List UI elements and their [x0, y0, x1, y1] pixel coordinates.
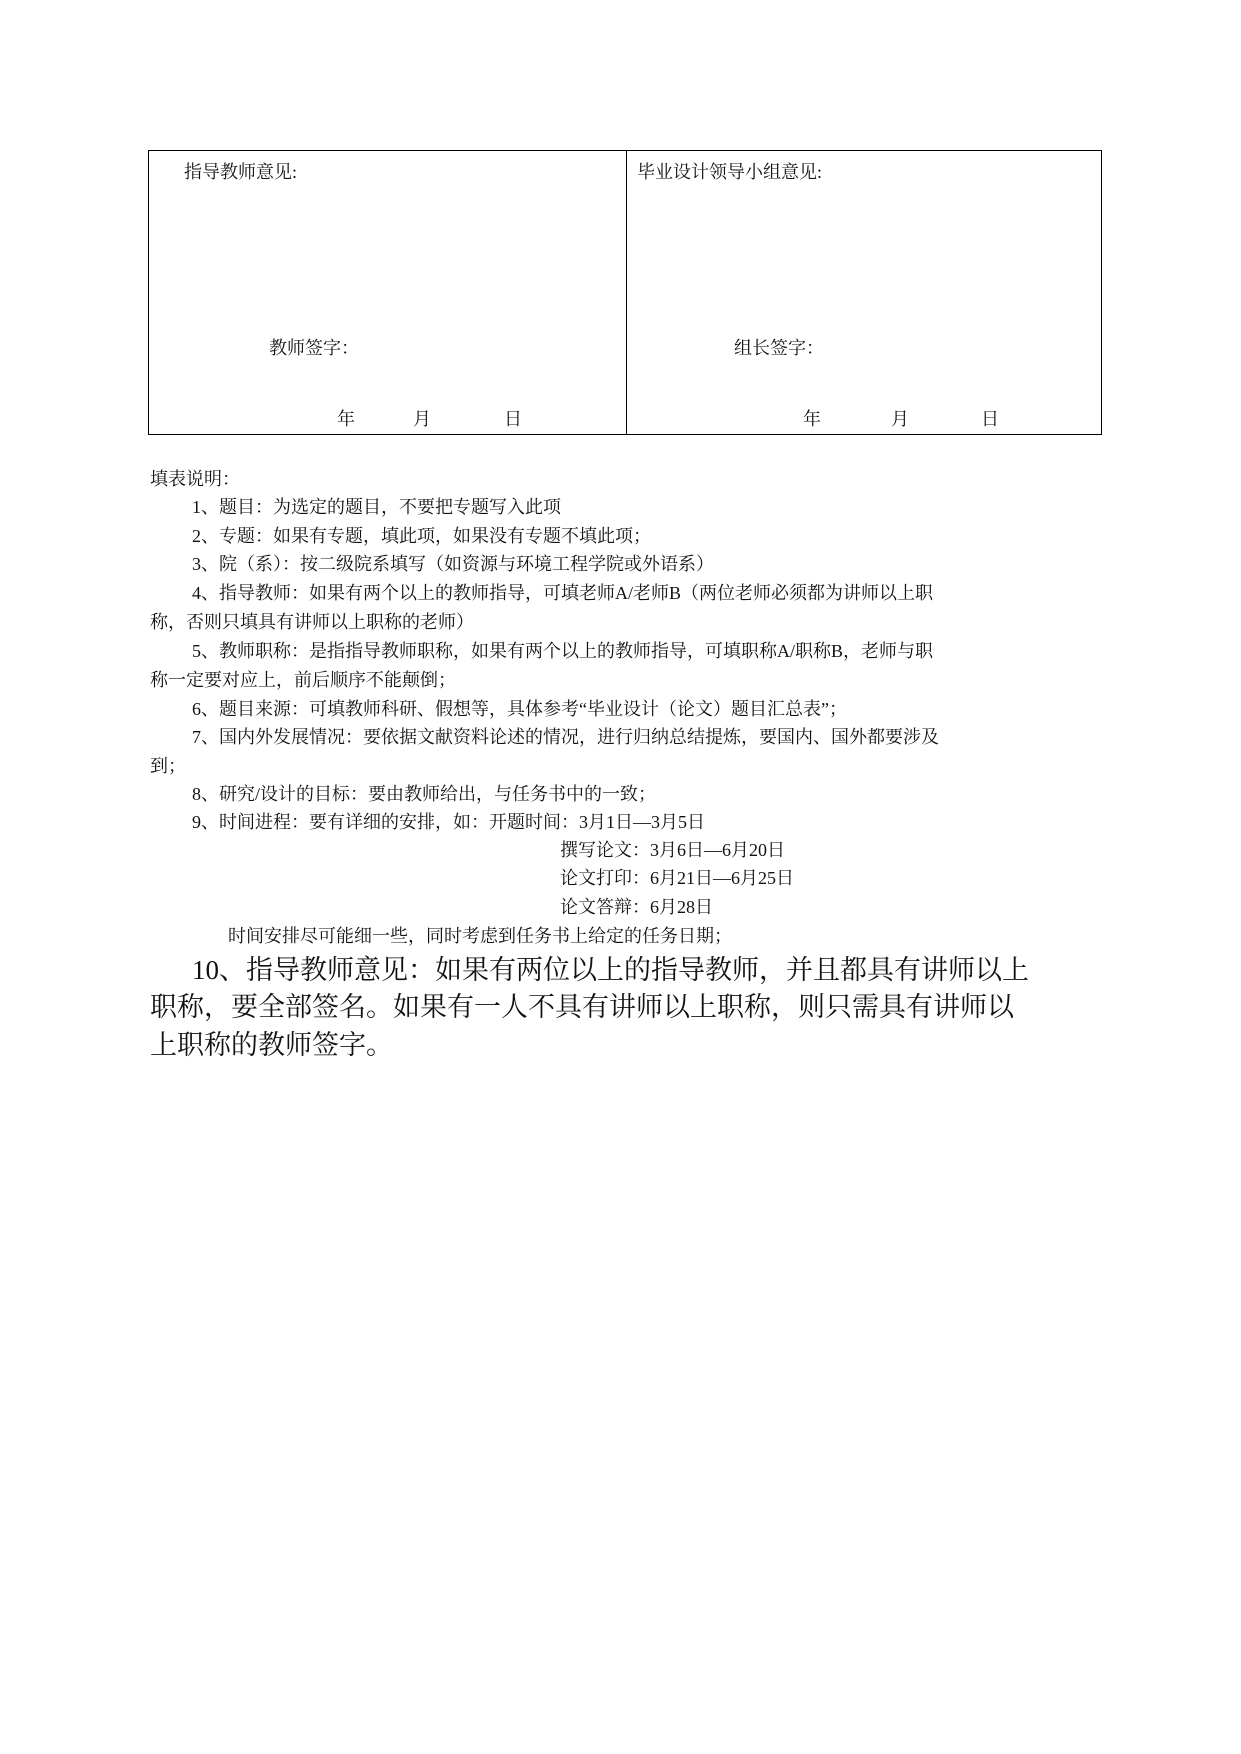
- table-divider: [626, 151, 627, 434]
- advisor-signature-label: 教师签字：: [269, 338, 359, 358]
- advisor-date-day: 日: [504, 409, 522, 429]
- group-leader-signature-label: 组长签字：: [734, 338, 824, 358]
- item10-line: 10、指导教师意见：如果有两位以上的指导教师，并且都具有讲师以上: [192, 955, 1029, 985]
- item10-line: 上职称的教师签字。: [150, 1030, 393, 1060]
- opinion-table: [148, 150, 1102, 435]
- advisor-date-month: 月: [413, 409, 431, 429]
- note-line: 5、教师职称：是指指导教师职称，如果有两个以上的教师指导，可填职称A/职称B，老师与职: [192, 641, 934, 661]
- advisor-date-year: 年: [337, 409, 355, 429]
- notes-title: 填表说明：: [150, 469, 240, 489]
- group-opinion-heading: 毕业设计领导小组意见:: [637, 162, 822, 182]
- note-line: 称一定要对应上，前后顺序不能颠倒；: [150, 670, 456, 690]
- note-line: 4、指导教师：如果有两个以上的教师指导，可填老师A/老师B（两位老师必须都为讲师以上职: [192, 583, 934, 603]
- group-date-year: 年: [803, 409, 821, 429]
- note-line: 到；: [150, 756, 186, 776]
- note-line: 7、国内外发展情况：要依据文献资料论述的情况，进行归纳总结提炼，要国内、国外都要涉及: [192, 727, 939, 747]
- group-date-day: 日: [981, 409, 999, 429]
- note-line: 3、院（系）：按二级院系填写（如资源与环境工程学院或外语系）: [192, 554, 714, 574]
- advisor-opinion-heading: 指导教师意见:: [184, 162, 298, 182]
- schedule-line: 论文打印：6月21日—6月25日: [560, 868, 794, 888]
- schedule-line: 撰写论文：3月6日—6月20日: [560, 840, 785, 860]
- schedule-line: 论文答辩：6月28日: [560, 897, 713, 917]
- schedule-note: 时间安排尽可能细一些，同时考虑到任务书上给定的任务日期；: [228, 926, 732, 946]
- note-line: 6、题目来源：可填教师科研、假想等，具体参考“毕业设计（论文）题目汇总表”；: [192, 699, 847, 719]
- note-line: 1、题目：为选定的题目，不要把专题写入此项: [192, 497, 561, 517]
- item10-line: 职称，要全部签名。如果有一人不具有讲师以上职称，则只需具有讲师以: [150, 992, 1014, 1022]
- note-line: 称，否则只填具有讲师以上职称的老师）: [150, 612, 474, 632]
- note-line: 2、专题：如果有专题，填此项，如果没有专题不填此项；: [192, 526, 651, 546]
- group-date-month: 月: [891, 409, 909, 429]
- note-line: 8、研究/设计的目标：要由教师给出，与任务书中的一致；: [192, 784, 656, 804]
- note-line: 9、时间进程：要有详细的安排，如：开题时间：3月1日—3月5日: [192, 812, 705, 832]
